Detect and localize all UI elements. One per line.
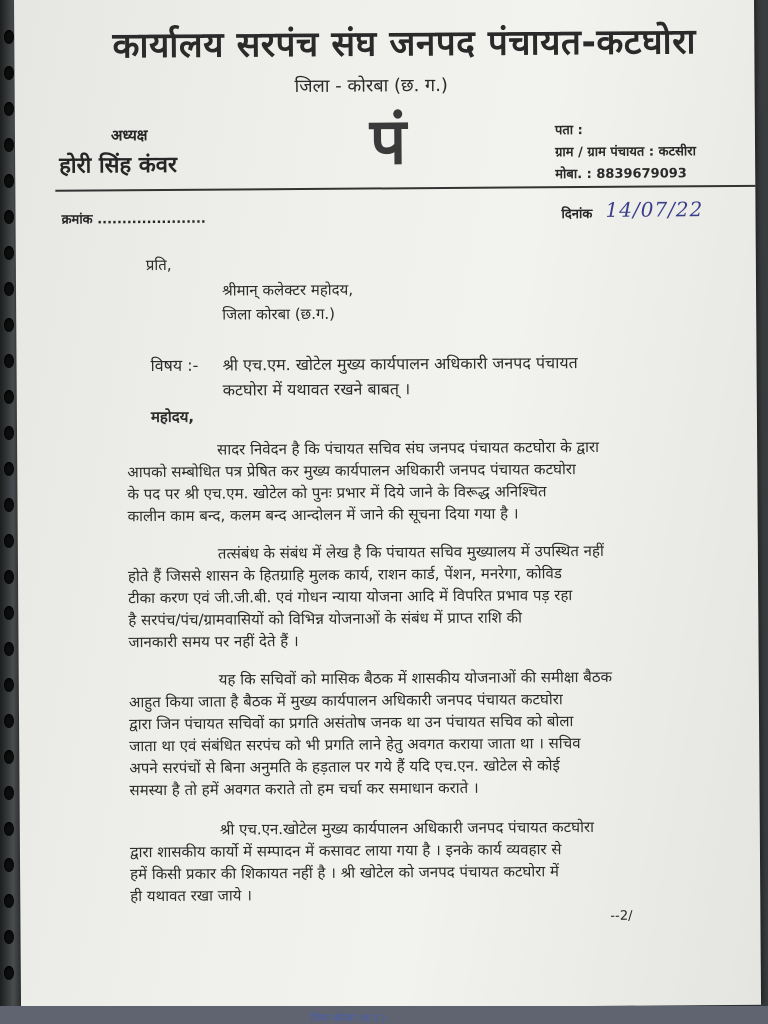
paragraph-line: आपको सम्बोधित पत्र प्रेषित कर मुख्य कार्यपालन अधिकारी जनपद पंचायत कटघोरा (127, 460, 576, 482)
address-label: पता : (554, 123, 583, 139)
binder-hole (4, 66, 14, 80)
binder-hole (4, 426, 14, 440)
binder-hole (4, 498, 14, 512)
subject-line-1: श्री एच.एम. खोटेल मुख्य कार्यपालन अधिकारी जनपद पंचायत (222, 353, 578, 375)
bottom-stamp: जिला-कोरबा (छ.ग.) (310, 1013, 386, 1024)
binder-hole (4, 318, 14, 332)
paragraph-line: श्री एच.एन.खोटेल मुख्य कार्यपालन अधिकारी जनपद पंचायत कटघोरा (219, 817, 595, 839)
paragraph-line: के पद पर श्री एच.एम. खोटेल को पुनः प्रभार में दिये जाने के विरूद्ध अनिश्चित (127, 482, 547, 504)
paragraph-line: टीका करण एवं जी.जी.बी. एवं गोधन न्याया योजना आदि में विपरित प्रभाव पड़ रहा (128, 586, 573, 608)
paragraph-line: जाता था एवं संबंधित सरपंच को भी प्रगति लाने हेतु अवगत कराया जाता था । सचिव (129, 734, 581, 756)
page-number: --2/ (610, 908, 633, 924)
paragraph-line: ही यथावत रखा जाये । (130, 886, 253, 906)
paragraph-line: अपने सरपंचों से बिना अनुमति के हड़ताल पर गये हैं यदि एच.एन. खोटेल से कोई (129, 756, 560, 778)
paragraph-1 (127, 436, 599, 527)
binder-hole (4, 642, 14, 656)
date-label: दिनांक (561, 206, 593, 223)
handwritten-date: 14/07/22 (605, 197, 704, 222)
binder-hole (4, 534, 14, 548)
binder-hole (4, 750, 14, 764)
paragraph-line: द्वारा शासकीय कार्यो में सम्पादन में कसावट लाया गया है । इनके कार्य व्यवहार से (129, 840, 562, 862)
binder-hole (4, 390, 14, 404)
subject-line-2: कटघोरा में यथावत रखने बाबत् । (222, 379, 411, 400)
panchayat-logo-icon: पं (369, 104, 407, 180)
binder-hole (4, 714, 14, 728)
paragraph-line: है सरपंच/पंच/ग्रामवासियों को विभिन्न योजनाओं के संबंध में प्राप्त राशि की (128, 608, 523, 630)
president-name: होरी सिंह कंवर (59, 152, 178, 179)
binder-hole (4, 282, 14, 296)
binder-hole (4, 570, 14, 584)
binder-hole (4, 966, 14, 980)
recipient-line-1: श्रीमान् कलेक्टर महोदय, (221, 280, 354, 300)
president-label: अध्यक्ष (110, 126, 148, 145)
paragraph-2 (128, 540, 605, 653)
header-divider (55, 185, 755, 192)
binder-hole (4, 138, 14, 152)
binder-hole (4, 606, 14, 620)
paragraph-line: सादर निवेदन है कि पंचायत सचिव संघ जनपद पंचायत कटघोरा के द्वारा (217, 437, 600, 459)
letter-page (14, 0, 761, 1010)
district-line: जिला - कोरबा (छ. ग.) (294, 74, 448, 98)
binder-hole (4, 354, 14, 368)
binder-hole (4, 678, 14, 692)
mobile-number: मोबा. : 8839679093 (555, 166, 687, 183)
binder-hole (4, 930, 14, 944)
address-village: ग्राम / ग्राम पंचायत : कटसीरा (555, 144, 696, 161)
binder-hole (4, 822, 14, 836)
paragraph-line: तत्संबंध के संबंध में लेख है कि पंचायत सचिव मुख्यालय में उपस्थित नहीं (217, 541, 604, 563)
binder-hole (4, 858, 14, 872)
recipient-line-2: जिला कोरबा (छ.ग.) (222, 304, 336, 324)
reference-number: क्रमांक ...................... (61, 211, 206, 228)
paragraph-line: आहुत किया जाता है बैठक में मुख्य कार्यपालन अधिकारी जनपद पंचायत कटघोरा (128, 690, 563, 712)
paragraph-3 (129, 666, 613, 801)
paragraph-line: होते हैं जिससे शासन के हितग्राहि मुलक कार्य, राशन कार्ड, पेंशन, मनरेगा, कोविड (127, 564, 562, 586)
binder-hole (4, 30, 14, 44)
paragraph-4 (130, 816, 595, 907)
binder-hole (4, 246, 14, 260)
binder-hole (4, 462, 14, 476)
binder-hole (4, 894, 14, 908)
binder-hole (4, 786, 14, 800)
paragraph-line: जानकारी समय पर नहीं देते हैं । (128, 632, 299, 652)
recipient-prati: प्रति, (145, 255, 172, 275)
paragraph-line: हमें किसी प्रकार की शिकायत नहीं है । श्री खोटेल को जनपद पंचायत कटघोरा में (130, 862, 560, 884)
paragraph-line: कालीन काम बन्द, कलम बन्द आन्दोलन में जाने की सूचना दिया गया है । (127, 504, 519, 526)
binder-hole (4, 174, 14, 188)
salutation: महोदय, (150, 407, 195, 427)
binder-hole (4, 102, 14, 116)
paragraph-line: द्वारा जिन पंचायत सचिवों का प्रगति असंतोष जनक था उन पंचायत सचिव को बोला (128, 712, 574, 734)
binder-hole (4, 210, 14, 224)
office-title: कार्यालय सरपंच संघ जनपद पंचायत-कटघोरा (112, 22, 697, 67)
paragraph-line: समस्या है तो हमें अवगत कराते तो हम चर्चा कर समाधान कराते । (129, 778, 479, 800)
subject-label: विषय :- (150, 355, 199, 376)
paragraph-line: यह कि सचिवों को मासिक बैठक में शासकीय योजनाओं की समीक्षा बैठक (218, 667, 613, 689)
